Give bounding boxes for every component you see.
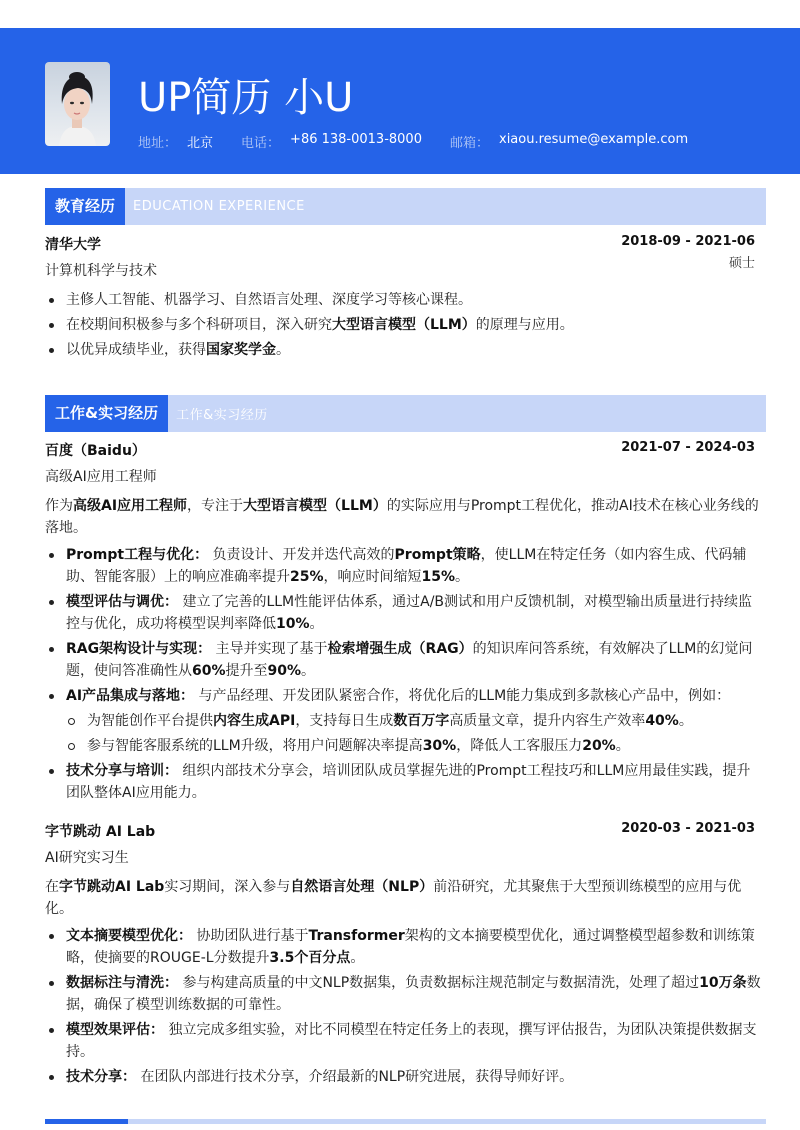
education-subtitle: EDUCATION EXPERIENCE — [133, 199, 305, 214]
work-summary: 作为高级AI应用工程师，专注于大型语言模型（LLM）的实际应用与Prompt工程优化，推动AI技术在核心业务线的落地。 — [45, 498, 759, 536]
company-name: 字节跳动 AI Lab — [45, 824, 156, 840]
work-date: 2020-03 - 2021-03 — [621, 821, 755, 836]
job-role: 高级AI应用工程师 — [45, 469, 157, 485]
list-item: 以优异成绩毕业，获得国家奖学金。 — [45, 339, 761, 361]
contact-phone — [241, 132, 422, 151]
sub-bullets — [66, 710, 761, 757]
list-item-text: AI产品集成与落地： 与产品经理、开发团队紧密合作，将优化后的LLM能力集成到多款核心产品中，例如： — [66, 688, 731, 704]
list-item: 技术分享与培训： 组织内部技术分享会，培训团队成员掌握先进的Prompt工程技巧和LLM应用最佳实践，提升团队整体AI应用能力。 — [45, 760, 761, 804]
candidate-name: UP简历 小U — [138, 75, 354, 121]
list-item: Prompt工程与优化： 负责设计、开发并迭代高效的Prompt策略，使LLM在特定任务（如内容生成、代码辅助、智能客服）上的响应准确率提升25%，响应时间缩短15%。 — [45, 544, 761, 588]
sub-list-item: 为智能创作平台提供内容生成API，支持每日生成数百万字高质量文章，提升内容生产效率40%。 — [66, 710, 761, 732]
address-label: 地址： — [138, 136, 178, 151]
portrait-photo-icon — [45, 62, 110, 146]
work-bullets — [45, 925, 761, 1091]
contact-email — [450, 132, 688, 151]
list-item: RAG架构设计与实现： 主导并实现了基于检索增强生成（RAG）的知识库问答系统，有效解决了LLM的幻觉问题，使问答准确性从60%提升至90%。 — [45, 638, 761, 682]
avatar — [45, 62, 110, 146]
list-item: 模型效果评估： 独立完成多组实验，对比不同模型在特定任务上的表现，撰写评估报告，为团队决策提供数据支持。 — [45, 1019, 761, 1063]
list-item: 模型评估与调优： 建立了完善的LLM性能评估体系，通过A/B测试和用户反馈机制，对模型输出质量进行持续监控与优化，成功将模型误判率降低10%。 — [45, 591, 761, 635]
work-bullets — [45, 544, 761, 807]
work-entry-header — [45, 440, 755, 460]
contact-info — [138, 132, 716, 151]
education-date: 2018-09 - 2021-06 — [621, 234, 755, 249]
resume-header — [0, 28, 800, 174]
list-item: 数据标注与清洗： 参与构建高质量的中文NLP数据集，负责数据标注规范制定与数据清洗，处理了超过10万条数据，确保了模型训练数据的可靠性。 — [45, 972, 761, 1016]
school-name: 清华大学 — [45, 237, 101, 253]
footer-accent — [45, 1119, 128, 1124]
phone-label: 电话： — [241, 136, 281, 151]
degree: 硕士 — [728, 256, 755, 271]
work-section-header — [45, 395, 766, 432]
education-title: 教育经历 — [45, 188, 125, 225]
sub-list-item: 参与智能客服系统的LLM升级，将用户问题解决率提高30%，降低人工客服压力20%。 — [66, 735, 761, 757]
education-bullets — [45, 289, 761, 364]
company-name: 百度（Baidu） — [45, 443, 146, 459]
list-item: 文本摘要模型优化： 协助团队进行基于Transformer架构的文本摘要模型优化，通过调整模型超参数和训练策略，使摘要的ROUGE-L分数提升3.5个百分点。 — [45, 925, 761, 969]
list-item: 技术分享： 在团队内部进行技术分享，介绍最新的NLP研究进展，获得导师好评。 — [45, 1066, 761, 1088]
work-entry-header — [45, 821, 755, 841]
address-value: 北京 — [187, 136, 214, 151]
job-role: AI研究实习生 — [45, 850, 129, 866]
phone-value[interactable]: +86 138-0013-8000 — [290, 132, 422, 147]
list-item: 在校期间积极参与多个科研项目，深入研究大型语言模型（LLM）的原理与应用。 — [45, 314, 761, 336]
contact-address — [138, 132, 213, 151]
footer-divider — [45, 1119, 766, 1124]
work-summary: 在字节跳动AI Lab实习期间，深入参与自然语言处理（NLP）前沿研究，尤其聚焦于大型预训练模型的应用与优化。 — [45, 879, 742, 917]
email-label: 邮箱： — [449, 136, 489, 151]
education-entry-header — [45, 234, 755, 254]
work-subtitle: 工作&实习经历 — [176, 408, 268, 423]
list-item: 主修人工智能、机器学习、自然语言处理、深度学习等核心课程。 — [45, 289, 761, 311]
major: 计算机科学与技术 — [45, 263, 157, 279]
education-section-header — [45, 188, 766, 225]
list-item — [45, 685, 761, 757]
work-title: 工作&实习经历 — [45, 395, 168, 432]
work-date: 2021-07 - 2024-03 — [621, 440, 755, 455]
email-value[interactable]: xiaou.resume@example.com — [499, 132, 689, 147]
